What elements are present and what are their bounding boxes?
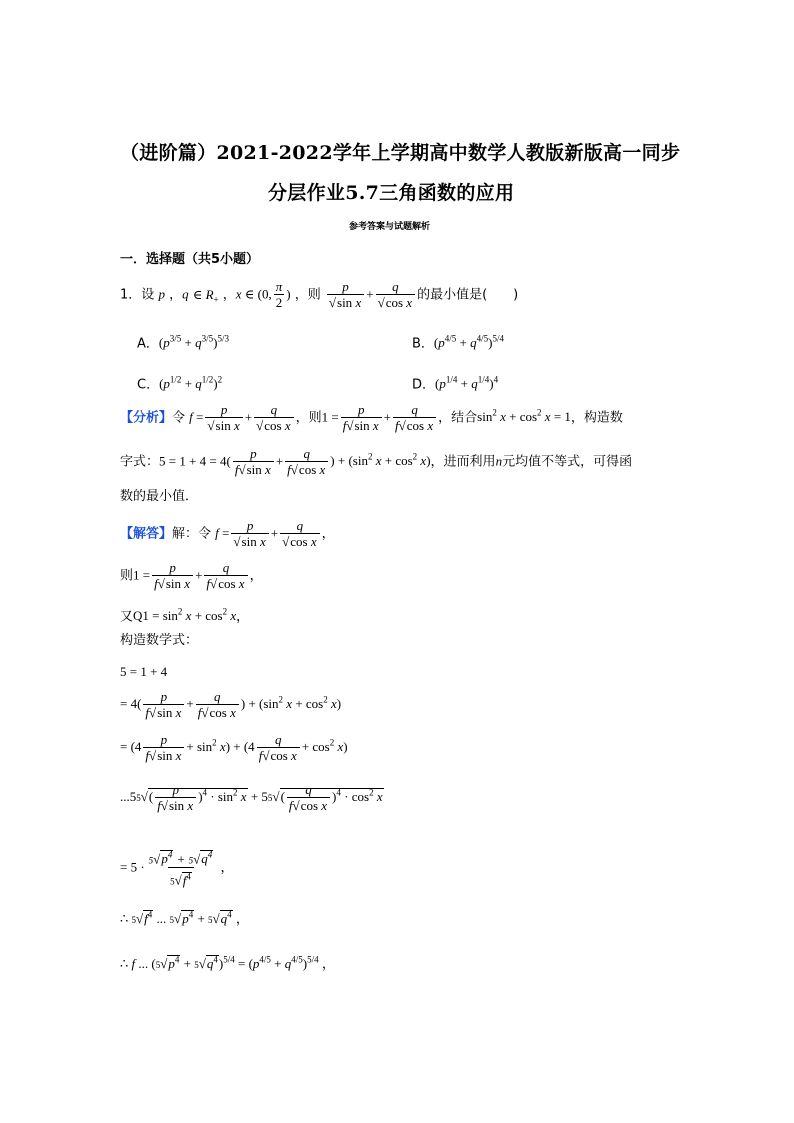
eq-line5: = 5 · $\frac{5√p^4 + 5√q^4}{5√f^4}$ ， xyxy=(120,850,234,888)
analysis-text: ，进而利用 xyxy=(430,454,496,470)
analysis-line1: 【分析】令 f = $\frac{p}{\text{√sin x}}$ + $\frac{q}{\text{√cos x}}$ ，则1 = $\frac{p}{\text{f√sin x}}$ + $\frac{q}{\text{f√cos x}}$ ，结合$\sin^2 x + \cos^2 x = 1$，构造数 xyxy=(120,401,623,433)
solution-line3: 又$Q1 = \sin^2 x + \cos^2 x$， xyxy=(120,607,250,625)
analysis-line3: 数的最小值． xyxy=(120,489,199,504)
doc-title-line2: 分层作业5.7三角函数的应用 xyxy=(268,182,515,204)
option-a-label: A． xyxy=(137,336,159,352)
option-b-label: B． xyxy=(412,336,434,352)
option-d: D．$(p^{1/4} + q^{1/4})^4$ xyxy=(412,375,499,393)
option-d-label: D． xyxy=(412,377,436,393)
question-number: 1． xyxy=(120,287,142,303)
eq-line1: 5 = 1 + 4 xyxy=(120,664,168,679)
solution-line1: 【解答】解：令 f = $\frac{p}{\text{√sin x}}$ + $\frac{q}{\text{√cos x}}$ ， xyxy=(120,518,335,549)
question-stem-prefix: 设 xyxy=(141,287,155,303)
eq-line7: ∴ f ... $(5√p^4 + 5√q^4)^{5/4} = (p^{4/5} + q^{4/5})^{5/4}$ ， xyxy=(120,954,335,971)
solution-text: 又 xyxy=(120,609,134,625)
doc-title-line1: （进阶篇）2021-2022学年上学期高中数学人教版新版高一同步 xyxy=(120,142,681,164)
solution-line2: 则1 = $\frac{p}{\text{f√sin x}}$ + $\frac{q}{\text{f√cos x}}$ ， xyxy=(120,560,263,591)
doc-subtitle: 参考答案与试题解析 xyxy=(349,222,431,232)
solution-line4: 构造数学式： xyxy=(120,633,199,648)
question-stem: 1．设 p ，q ∈ $R_+$ ，x ∈ (0, $\frac{\pi}{2}$ ) ，则 $\frac{p}{\text{√sin x}}$ + $\frac{q}{\text{√cos x}}$ 的最小值是( ) xyxy=(120,279,519,310)
solution-text: 则 xyxy=(120,568,134,584)
analysis-text: 元均值不等式，可得函 xyxy=(502,454,633,470)
eq-line2: = 4( $\frac{p}{\text{f√sin x}}$ + $\frac{q}{\text{f√cos x}}$ ) + ($\sin^2$ $x + \cos^2 x$) xyxy=(120,689,342,720)
analysis-text: ，结合 xyxy=(438,410,478,426)
analysis-tag: 【分析】 xyxy=(120,410,173,426)
eq-line6: ∴ $5√f^4$ ... $5√p^4 + 5√q^4$ ， xyxy=(120,909,249,926)
analysis-text: ，则 xyxy=(295,410,322,426)
solution-text: 解：令 xyxy=(172,526,212,542)
analysis-text: 字式： xyxy=(120,454,160,470)
option-a: A．$(p^{3/5} + q^{3/5})^{5/3}$ xyxy=(137,334,229,352)
analysis-text: 令 xyxy=(172,410,186,426)
question-stem-suffix: 的最小值是( ) xyxy=(417,287,519,303)
analysis-text: ，构造数 xyxy=(570,410,623,426)
option-c: C．$(p^{1/2} + q^{1/2})^2$ xyxy=(137,375,223,393)
analysis-line2: 字式：5 = 1 + 4 = 4( $\frac{p}{\text{f√sin x}}$ + $\frac{q}{\text{f√cos x}}$ ) + ($\sin^2$ $x + \cos^2 x$)，进而利用n元均值不等式，可得函 xyxy=(120,445,633,477)
solution-tag: 【解答】 xyxy=(120,526,173,542)
option-c-label: C． xyxy=(137,377,160,393)
eq-line4: ...55√( $\frac{p}{\text{f√sin x}}$ )$^4 \cdot \sin^2 x + 55√$( $\frac{q}{\text{f√cos x}}$ )$^4 \cdot \cos^2 x$ xyxy=(120,782,383,813)
section-heading: 一．选择题（共5小题） xyxy=(120,252,260,267)
option-b: B．$(p^{4/5} + q^{4/5})^{5/4}$ xyxy=(412,334,504,352)
eq-line3: = (4 $\frac{p}{\text{f√sin x}}$ + $\sin^2 x) + (4$ $\frac{q}{\text{f√cos x}}$ + $\cos^2 x$) xyxy=(120,732,348,763)
